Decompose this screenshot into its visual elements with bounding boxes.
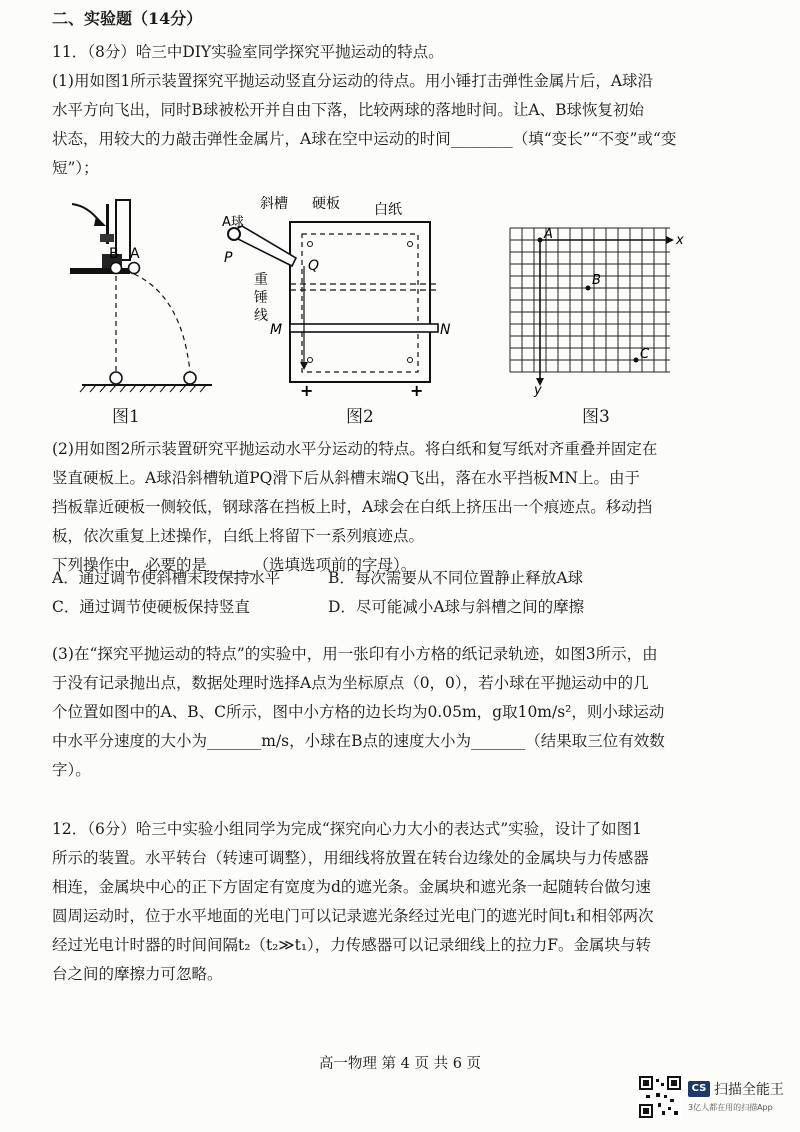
scanner-watermark (638, 1075, 788, 1125)
option-a: A．通过调节使斜槽末段保持水平 (52, 569, 281, 587)
label-board: 硬板 (312, 196, 340, 212)
q11-part1-line2: 水平方向飞出，同时B球被松开并自由下落，比较两球的落地时间。让A、B球恢复初始 (52, 101, 644, 119)
q11-part3-line5: 字）。 (52, 761, 91, 779)
q11-part3-line2: 于没有记录抛出点，数据处理时选择A点为坐标原点（0，0），若小球在平抛运动中的几 (52, 674, 649, 692)
option-b: B．每次需要从不同位置静止释放A球 (328, 569, 584, 587)
label-plumb-3: 线 (254, 308, 268, 324)
question-12 (52, 815, 752, 989)
foot-left-icon: + (300, 381, 314, 400)
q12-line6: 台之间的摩擦力可忽略。 (52, 965, 223, 983)
pin-3 (308, 358, 313, 363)
q11-part2-line4: 板，依次重复上述操作，白纸上将留下一系列痕迹点。 (52, 527, 425, 545)
label-a-point: A (544, 227, 553, 242)
question-11-part3 (52, 640, 752, 785)
q12-line4: 圆周运动时，位于水平地面的光电门可以记录遮光条经过光电门的遮光时间t₁和相邻两次 (52, 907, 654, 925)
q11-part2-line3: 挡板靠近硬板一侧较低，钢球落在挡板上时，A球会在白纸上挤压出一个痕迹点。移动挡 (52, 498, 653, 516)
q11-part1-line4: 短”）； (52, 159, 99, 177)
label-paper: 白纸 (374, 202, 402, 218)
ball-b-landed (110, 372, 122, 384)
point-b (586, 286, 591, 291)
ground-hatching (80, 385, 206, 392)
ball-b (111, 263, 122, 274)
figure-2-caption: 图2 (346, 407, 374, 427)
label-y-axis: y (534, 383, 542, 398)
label-plumb-1: 重 (254, 272, 268, 288)
label-plumb-2: 锤 (254, 290, 268, 306)
label-x-axis: x (676, 233, 684, 248)
q11-part1-line3: 状态，用较大的力敲击弹性金属片，A球在空中运动的时间________（填“变长”“不变”或“变 (52, 130, 677, 148)
question-11-part2 (52, 435, 752, 580)
q12-line1: 12．（6分）哈三中实验小组同学为完成“探究向心力大小的表达式”实验，设计了如图1 (52, 820, 643, 838)
parabolic-path (134, 274, 190, 372)
baffle-mn (290, 324, 438, 332)
cs-logo: CS (688, 1081, 710, 1097)
point-a (538, 238, 543, 243)
label-ball-a: A球 (222, 215, 244, 230)
label-chute: 斜槽 (260, 196, 288, 212)
metal-plate (100, 234, 114, 242)
q11-part2-line1: (2)用如图2所示装置研究平抛运动水平分运动的特点。将白纸和复写纸对齐重叠并固定在 (52, 440, 658, 458)
x-arrow-icon (666, 236, 674, 244)
label-q: Q (308, 258, 320, 274)
q11-header: 11．（8分）哈三中DIY实验室同学探究平抛运动的特点。 (52, 43, 444, 61)
q12-line3: 相连，金属块中心的正下方固定有宽度为d的遮光条。金属块和遮光条一起随转台做匀速 (52, 878, 651, 896)
pin-4 (408, 358, 413, 363)
figure-3-caption: 图3 (582, 407, 610, 427)
label-n: N (440, 322, 450, 338)
figure-2-diagram (220, 192, 450, 402)
q11-part3-line4: 中水平分速度的大小为_______m/s，小球在B点的速度大小为_______（结果取三位有效数 (52, 732, 665, 750)
page-footer: 高一物理 第 4 页 共 6 页 (318, 1056, 482, 1072)
label-m: M (270, 322, 283, 338)
question-11-part1 (52, 38, 752, 183)
section-title: 二、实验题（14分） (52, 9, 203, 28)
figure-1-diagram (62, 196, 222, 396)
figure-1-caption: 图1 (112, 407, 140, 427)
qr-code-icon (638, 1075, 682, 1119)
label-p: P (224, 250, 233, 266)
point-c (634, 358, 639, 363)
q11-part3-line3: 个位置如图中的A、B、C所示，图中小方格的边长均为0.05m，g取10m/s²，则小球运动 (52, 703, 665, 721)
q11-part1-line1: (1)用如图1所示装置探究平抛运动竖直分运动的待点。用小锤打击弹性金属片后，A球沿 (52, 72, 654, 90)
label-c-point: C (640, 347, 650, 362)
brand-tagline: 3亿人都在用的扫描App (688, 1103, 773, 1112)
q12-line2: 所示的装置。水平转台（转速可调整），用细线将放置在转台边缘处的金属块与力传感器 (52, 849, 649, 867)
option-c: C．通过调节使硬板保持竖直 (52, 598, 250, 616)
option-d: D．尽可能减小A球与斜槽之间的摩擦 (328, 598, 585, 616)
plumb-bob-icon (300, 362, 308, 370)
figure-3-grid (500, 220, 690, 400)
pin-2 (408, 242, 413, 247)
q11-part2-line2: 竖直硬板上。A球沿斜槽轨道PQ滑下后从斜槽末端Q飞出，落在水平挡板MN上。由于 (52, 469, 640, 487)
q11-part2-line5: 下列操作中，必要的是______（选填选项前的字母）。 (52, 556, 417, 574)
brand-name: 扫描全能王 (714, 1082, 784, 1098)
white-paper (302, 234, 418, 372)
q11-part3-line1: (3)在“探究平抛运动的特点”的实验中，用一张印有小方格的纸记录轨迹，如图3所示，由 (52, 645, 658, 663)
ball-a-landed (184, 372, 196, 384)
foot-right-icon: + (410, 381, 424, 400)
label-b-point: B (592, 273, 601, 288)
q12-line5: 经过光电计时器的时间间隔t₂（t₂≫t₁），力传感器可以记录细线上的拉力F。金属块与转 (52, 936, 652, 954)
pin-1 (308, 242, 313, 247)
label-a: A (130, 246, 140, 262)
label-b: B (109, 246, 119, 262)
ball-a (129, 263, 140, 274)
arrow-head-icon (94, 216, 106, 226)
